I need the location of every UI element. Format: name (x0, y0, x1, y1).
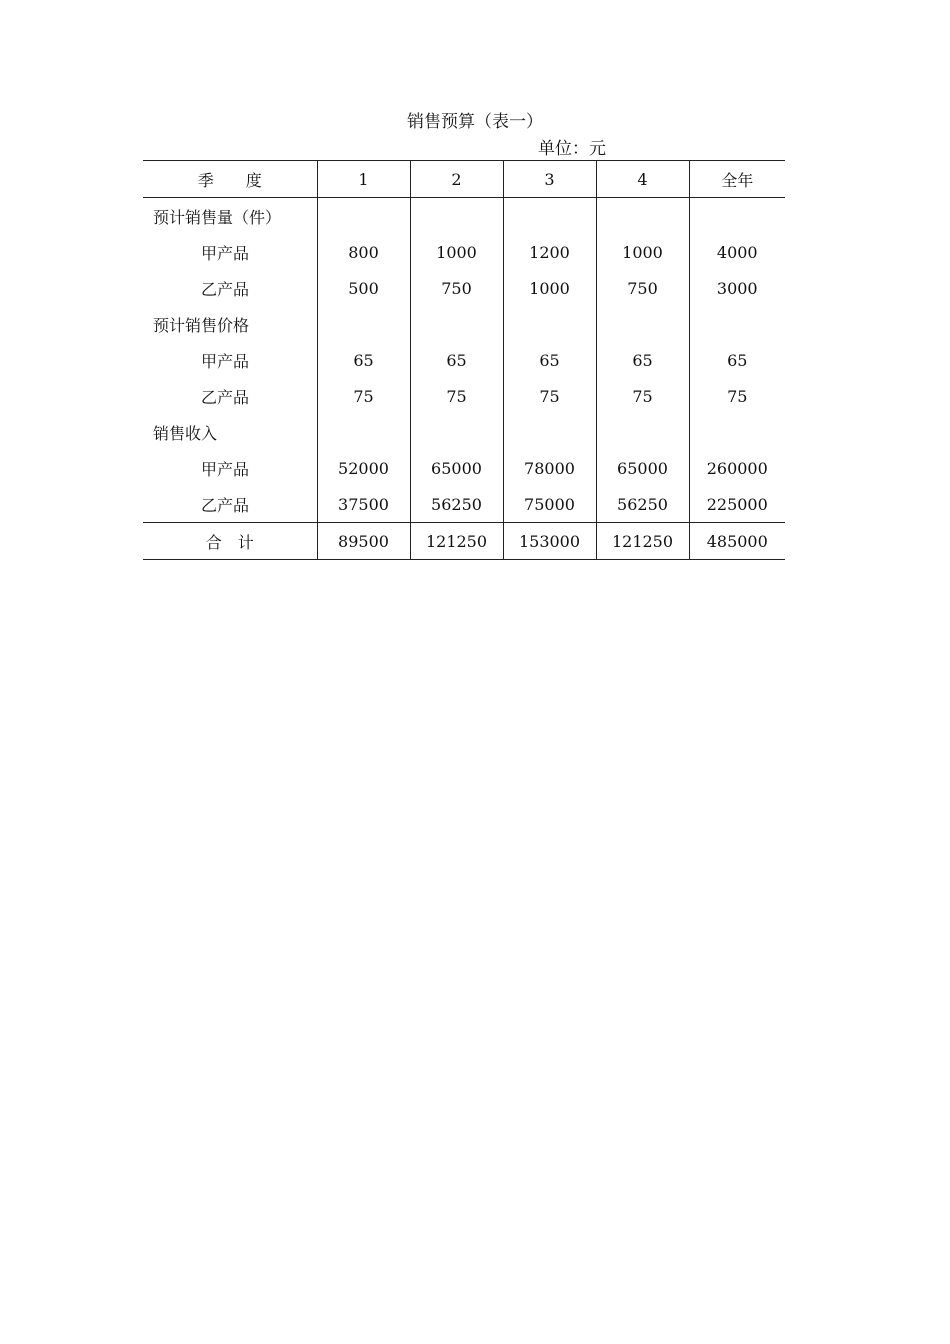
total-value: 89500 (317, 523, 410, 560)
cell-value: 75 (410, 378, 503, 414)
section-row (143, 198, 785, 235)
row-label: 甲产品 (201, 459, 250, 479)
cell-value: 750 (596, 270, 689, 306)
row-label: 甲产品 (201, 243, 250, 263)
cell-value: 65 (317, 342, 410, 378)
cell-value: 1000 (503, 270, 596, 306)
cell-value: 225000 (689, 486, 785, 523)
cell-value: 78000 (503, 450, 596, 486)
cell-value: 75 (317, 378, 410, 414)
total-row (143, 523, 785, 560)
table-row (143, 342, 785, 378)
cell-value: 65000 (596, 450, 689, 486)
cell-value: 75 (596, 378, 689, 414)
header-q3: 3 (503, 161, 596, 198)
cell-value: 1000 (410, 234, 503, 270)
table-row (143, 486, 785, 523)
cell-value: 65 (596, 342, 689, 378)
cell-value: 75000 (503, 486, 596, 523)
row-label: 乙产品 (201, 495, 250, 515)
total-value: 485000 (689, 523, 785, 560)
section-row (143, 414, 785, 450)
unit-label: 单位：元 (538, 139, 606, 159)
cell-value: 1000 (596, 234, 689, 270)
table-row (143, 270, 785, 306)
cell-value: 52000 (317, 450, 410, 486)
section-label: 销售收入 (153, 423, 218, 443)
row-label: 甲产品 (201, 351, 250, 371)
total-label: 合 计 (143, 523, 317, 560)
sales-budget-table (143, 160, 785, 560)
header-q4: 4 (596, 161, 689, 198)
table-row (143, 378, 785, 414)
total-value: 121250 (596, 523, 689, 560)
row-label: 乙产品 (201, 279, 250, 299)
section-label: 预计销售价格 (153, 315, 250, 335)
cell-value: 750 (410, 270, 503, 306)
header-quarter: 季 度 (143, 161, 317, 198)
cell-value: 260000 (689, 450, 785, 486)
section-label: 预计销售量（件） (153, 207, 282, 227)
total-value: 153000 (503, 523, 596, 560)
cell-value: 65 (503, 342, 596, 378)
table-row (143, 234, 785, 270)
cell-value: 75 (689, 378, 785, 414)
table-title: 销售预算（表一） (407, 112, 543, 132)
header-full-year: 全年 (689, 161, 785, 198)
cell-value: 65000 (410, 450, 503, 486)
cell-value: 65 (410, 342, 503, 378)
cell-value: 75 (503, 378, 596, 414)
header-row (143, 161, 785, 198)
cell-value: 4000 (689, 234, 785, 270)
section-row (143, 306, 785, 342)
cell-value: 65 (689, 342, 785, 378)
cell-value: 1200 (503, 234, 596, 270)
header-q2: 2 (410, 161, 503, 198)
cell-value: 37500 (317, 486, 410, 523)
row-label: 乙产品 (201, 387, 250, 407)
cell-value: 56250 (410, 486, 503, 523)
cell-value: 3000 (689, 270, 785, 306)
cell-value: 500 (317, 270, 410, 306)
cell-value: 56250 (596, 486, 689, 523)
cell-value: 800 (317, 234, 410, 270)
header-q1: 1 (317, 161, 410, 198)
table-row (143, 450, 785, 486)
total-value: 121250 (410, 523, 503, 560)
